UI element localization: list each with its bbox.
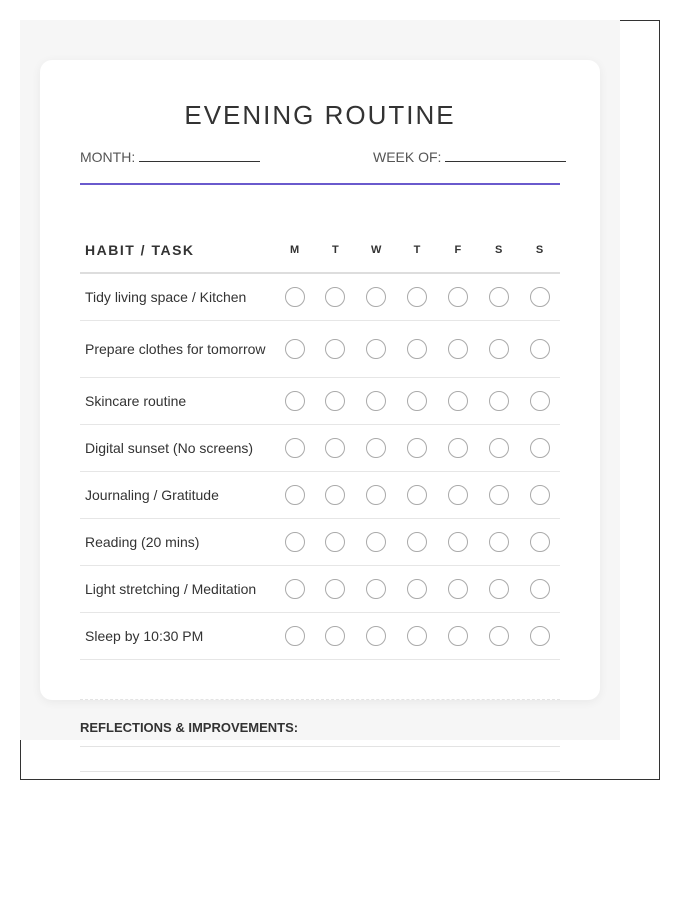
checkbox-circle-wednesday[interactable] — [366, 532, 386, 552]
day-cell — [478, 321, 519, 378]
checkbox-circle-monday[interactable] — [285, 287, 305, 307]
checkbox-circle-tuesday[interactable] — [325, 287, 345, 307]
day-cell — [315, 378, 356, 425]
day-cell — [397, 472, 438, 519]
checkbox-circle-wednesday[interactable] — [366, 579, 386, 599]
checkbox-circle-friday[interactable] — [448, 339, 468, 359]
checkbox-circle-wednesday[interactable] — [366, 626, 386, 646]
checkbox-circle-thursday[interactable] — [407, 438, 427, 458]
checkbox-circle-saturday[interactable] — [489, 626, 509, 646]
habit-task-label: Light stretching / Meditation — [80, 566, 274, 613]
checkbox-circle-monday[interactable] — [285, 339, 305, 359]
day-cell — [437, 425, 478, 472]
day-cell — [315, 273, 356, 321]
habit-task-label: Skincare routine — [80, 378, 274, 425]
habit-row — [80, 613, 560, 660]
checkbox-circle-sunday[interactable] — [530, 438, 550, 458]
checkbox-circle-saturday[interactable] — [489, 579, 509, 599]
day-header-monday: M — [274, 228, 315, 273]
habit-row — [80, 273, 560, 321]
day-cell — [478, 425, 519, 472]
day-cell — [356, 425, 397, 472]
day-cell — [274, 613, 315, 660]
habit-row — [80, 472, 560, 519]
day-cell — [397, 321, 438, 378]
day-cell — [356, 519, 397, 566]
reflection-line[interactable] — [80, 771, 560, 772]
day-cell — [478, 613, 519, 660]
day-cell — [315, 472, 356, 519]
checkbox-circle-sunday[interactable] — [530, 532, 550, 552]
day-cell — [356, 273, 397, 321]
day-cell — [519, 321, 560, 378]
checkbox-circle-tuesday[interactable] — [325, 339, 345, 359]
week-of-label: WEEK OF: — [373, 149, 442, 165]
checkbox-circle-friday[interactable] — [448, 485, 468, 505]
month-label: MONTH: — [80, 149, 136, 165]
checkbox-circle-sunday[interactable] — [530, 485, 550, 505]
reflections-heading: REFLECTIONS & IMPROVEMENTS: — [80, 720, 299, 735]
day-cell — [437, 472, 478, 519]
habit-row — [80, 321, 560, 378]
checkbox-circle-tuesday[interactable] — [325, 485, 345, 505]
checkbox-circle-saturday[interactable] — [489, 485, 509, 505]
habit-task-label: Journaling / Gratitude — [80, 472, 274, 519]
checkbox-circle-friday[interactable] — [448, 438, 468, 458]
task-column-header: HABIT / TASK — [80, 228, 274, 273]
day-cell — [478, 273, 519, 321]
day-cell — [478, 519, 519, 566]
habit-task-label: Reading (20 mins) — [80, 519, 274, 566]
day-cell — [437, 519, 478, 566]
habit-task-label: Digital sunset (No screens) — [80, 425, 274, 472]
day-cell — [519, 472, 560, 519]
day-cell — [397, 273, 438, 321]
checkbox-circle-friday[interactable] — [448, 579, 468, 599]
day-cell — [519, 378, 560, 425]
day-cell — [519, 425, 560, 472]
day-cell — [478, 566, 519, 613]
day-cell — [437, 321, 478, 378]
checkbox-circle-saturday[interactable] — [489, 391, 509, 411]
day-cell — [356, 566, 397, 613]
day-cell — [274, 378, 315, 425]
checkbox-circle-wednesday[interactable] — [366, 287, 386, 307]
day-cell — [478, 472, 519, 519]
checkbox-circle-friday[interactable] — [448, 287, 468, 307]
page-title: EVENING ROUTINE — [184, 100, 456, 130]
header-divider — [80, 183, 560, 185]
week-of-field[interactable] — [373, 148, 566, 165]
habit-row — [80, 378, 560, 425]
day-cell — [478, 378, 519, 425]
checkbox-circle-monday[interactable] — [285, 438, 305, 458]
checkbox-circle-monday[interactable] — [285, 579, 305, 599]
checkbox-circle-sunday[interactable] — [530, 339, 550, 359]
checkbox-circle-wednesday[interactable] — [366, 339, 386, 359]
day-cell — [356, 472, 397, 519]
day-header-saturday: S — [478, 228, 519, 273]
day-header-wednesday: W — [356, 228, 397, 273]
checkbox-circle-thursday[interactable] — [407, 485, 427, 505]
day-cell — [519, 613, 560, 660]
checkbox-circle-tuesday[interactable] — [325, 391, 345, 411]
month-field[interactable] — [80, 148, 260, 165]
day-cell — [274, 425, 315, 472]
day-cell — [274, 273, 315, 321]
day-cell — [519, 566, 560, 613]
checkbox-circle-sunday[interactable] — [530, 391, 550, 411]
card-bottom-divider — [80, 699, 560, 700]
day-cell — [397, 566, 438, 613]
checkbox-circle-monday[interactable] — [285, 626, 305, 646]
day-cell — [397, 378, 438, 425]
checkbox-circle-saturday[interactable] — [489, 287, 509, 307]
day-cell — [315, 566, 356, 613]
week-of-blank-line[interactable] — [445, 148, 566, 162]
habit-row — [80, 566, 560, 613]
checkbox-circle-sunday[interactable] — [530, 626, 550, 646]
checkbox-circle-thursday[interactable] — [407, 579, 427, 599]
day-cell — [397, 613, 438, 660]
day-cell — [437, 273, 478, 321]
checkbox-circle-sunday[interactable] — [530, 287, 550, 307]
day-cell — [274, 519, 315, 566]
day-cell — [356, 378, 397, 425]
checkbox-circle-tuesday[interactable] — [325, 579, 345, 599]
day-cell — [356, 321, 397, 378]
checkbox-circle-saturday[interactable] — [489, 339, 509, 359]
day-cell — [437, 566, 478, 613]
checkbox-circle-monday[interactable] — [285, 485, 305, 505]
day-cell — [315, 519, 356, 566]
checkbox-circle-friday[interactable] — [448, 532, 468, 552]
checkbox-circle-monday[interactable] — [285, 391, 305, 411]
checkbox-circle-tuesday[interactable] — [325, 626, 345, 646]
checkbox-circle-wednesday[interactable] — [366, 485, 386, 505]
habit-tracker-table — [80, 228, 560, 660]
checkbox-circle-thursday[interactable] — [407, 532, 427, 552]
day-header-thursday: T — [397, 228, 438, 273]
habit-task-label: Prepare clothes for tomorrow — [80, 321, 274, 378]
day-cell — [519, 273, 560, 321]
day-cell — [356, 613, 397, 660]
checkbox-circle-thursday[interactable] — [407, 391, 427, 411]
day-cell — [315, 425, 356, 472]
habit-row — [80, 519, 560, 566]
checkbox-circle-tuesday[interactable] — [325, 532, 345, 552]
habit-task-label: Tidy living space / Kitchen — [80, 273, 274, 321]
table-header-row — [80, 228, 560, 273]
day-cell — [397, 425, 438, 472]
reflection-line[interactable] — [80, 746, 560, 747]
day-header-tuesday: T — [315, 228, 356, 273]
checkbox-circle-tuesday[interactable] — [325, 438, 345, 458]
day-cell — [274, 472, 315, 519]
day-cell — [437, 613, 478, 660]
checkbox-circle-thursday[interactable] — [407, 287, 427, 307]
checkbox-circle-wednesday[interactable] — [366, 391, 386, 411]
day-cell — [437, 378, 478, 425]
checkbox-circle-thursday[interactable] — [407, 339, 427, 359]
day-cell — [315, 321, 356, 378]
checkbox-circle-wednesday[interactable] — [366, 438, 386, 458]
day-cell — [519, 519, 560, 566]
day-header-sunday: S — [519, 228, 560, 273]
day-cell — [315, 613, 356, 660]
day-cell — [397, 519, 438, 566]
habit-task-label: Sleep by 10:30 PM — [80, 613, 274, 660]
day-cell — [274, 566, 315, 613]
habit-row — [80, 425, 560, 472]
month-blank-line[interactable] — [139, 148, 260, 162]
checkbox-circle-thursday[interactable] — [407, 626, 427, 646]
checkbox-circle-sunday[interactable] — [530, 579, 550, 599]
day-cell — [274, 321, 315, 378]
checkbox-circle-monday[interactable] — [285, 532, 305, 552]
day-header-friday: F — [437, 228, 478, 273]
checkbox-circle-friday[interactable] — [448, 626, 468, 646]
checkbox-circle-saturday[interactable] — [489, 532, 509, 552]
checkbox-circle-friday[interactable] — [448, 391, 468, 411]
checkbox-circle-saturday[interactable] — [489, 438, 509, 458]
